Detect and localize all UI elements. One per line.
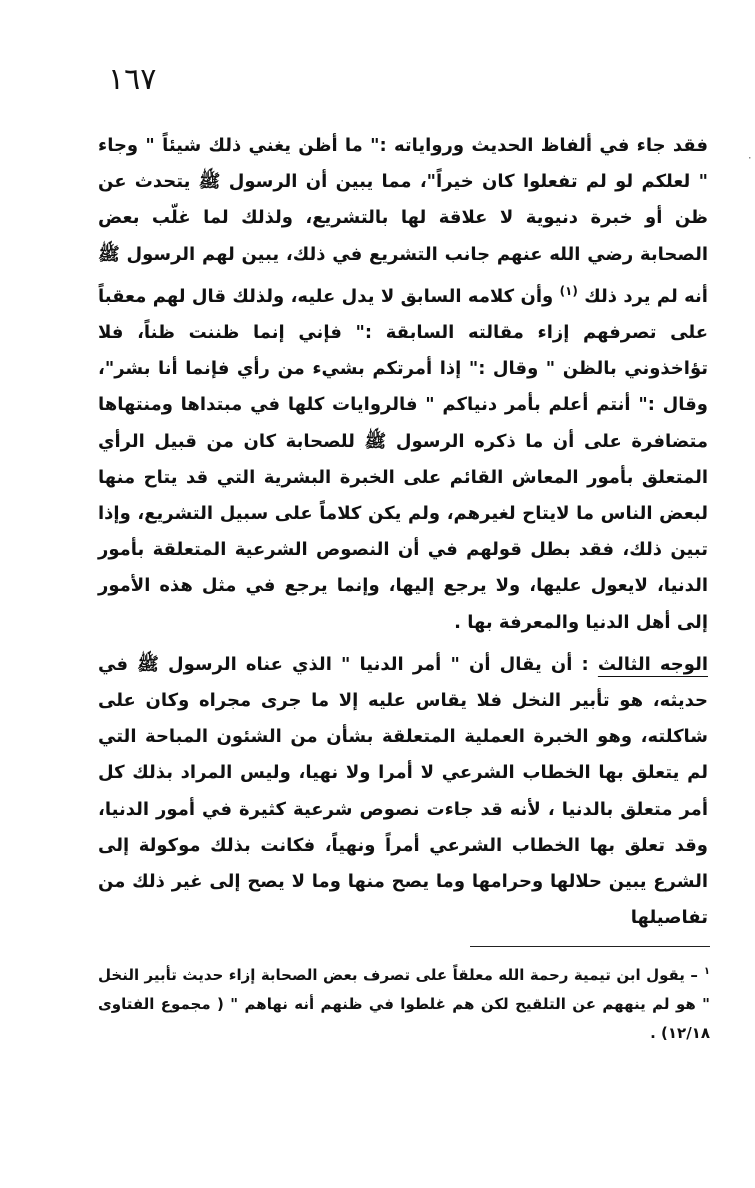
margin-mark: ٠: [746, 150, 753, 164]
footnotes: [98, 957, 710, 1048]
footnote-text: – يقول ابن تيمية رحمة الله معلقاً على تصرف بعض الصحابة إزاء حديث تأبير النخل " هو لم ينههم عن التلقيح لكن هم غلطوا في ظنهم أنه نهاهم " ( مجموع الفتاوى ١٢/١٨) .: [98, 966, 710, 1042]
main-text: [98, 128, 708, 936]
page-number: ١٦٧: [108, 62, 157, 97]
footnote-1: [98, 957, 710, 1048]
paragraph-1-text: فقد جاء في ألفاظ الحديث ورواياته :" ما أظن يغني ذلك شيئاً " وجاء " لعلكم لو لم تفعلوا كان خيراً"، مما يبين أن الرسول ﷺ يتحدث عن ظن أو خبرة دنيوية لا علاقة لها بالتشريع، ولذلك لما غلّب بعض الصحابة رضي الله عنهم جانب التشريع في ذلك، يبين لهم الرسول ﷺ أنه لم يرد ذلك: [98, 135, 708, 307]
footnote-number: ١: [703, 966, 710, 977]
section-heading: الوجه الثالث: [597, 653, 708, 675]
paragraph-2: [98, 647, 708, 937]
paragraph-2-text: : أن يقال أن " أمر الدنيا " الذي عناه الرسول ﷺ في حديثه، هو تأبير النخل فلا يقاس عليه إلا ما جرى مجراه وكان على شاكلته، وهو الخبرة العملية المتعلقة بشأن من الشئون المباحة التي لم يتعلق بها الخطاب الشرعي لا أمرا ولا نهيا، وليس المراد بذلك كل أمر متعلق بالدنيا ، لأنه قد جاءت نصوص شرعية كثيرة في أمور الدنيا، وقد تعلق بها الخطاب الشرعي أمراً ونهياً، فكانت بذلك موكولة إلى الشرع يبين حلالها وحرامها وما يصح منها وما لا يصح إلى غير ذلك من تفاصيلها: [98, 653, 708, 929]
paragraph-1: [98, 128, 708, 641]
footnote-reference: (١): [559, 283, 578, 298]
footnote-divider: [470, 946, 710, 947]
paragraph-1-continuation: وأن كلامه السابق لا يدل عليه، ولذلك قال لهم معقباً على تصرفهم إزاء مقالته السابقة :" فإني إنما ظننت ظناً، فلا تؤاخذوني بالظن " وقال :" إذا أمرتكم بشيء من رأي فإنما أنا بشر"، وقال :" أنتم أعلم بأمر دنياكم " فالروايات كلها في مبتداها ومنتهاها متضافرة على أن ما ذكره الرسول ﷺ للصحابة كان من قبيل الرأي المتعلق بأمور المعاش القائم على الخبرة البشرية التي قد يتاح منها لبعض الناس ما لايتاح لغيرهم، ولم يكن كلاماً على سبيل التشريع، وإذا تبين ذلك، فقد بطل قولهم في أن النصوص الشرعية المتعلقة بأمور الدنيا، لايعول عليها، ولا يرجع إليها، وإنما يرجع في مثل هذه الأمور إلى أهل الدنيا والمعرفة بها .: [98, 285, 708, 633]
